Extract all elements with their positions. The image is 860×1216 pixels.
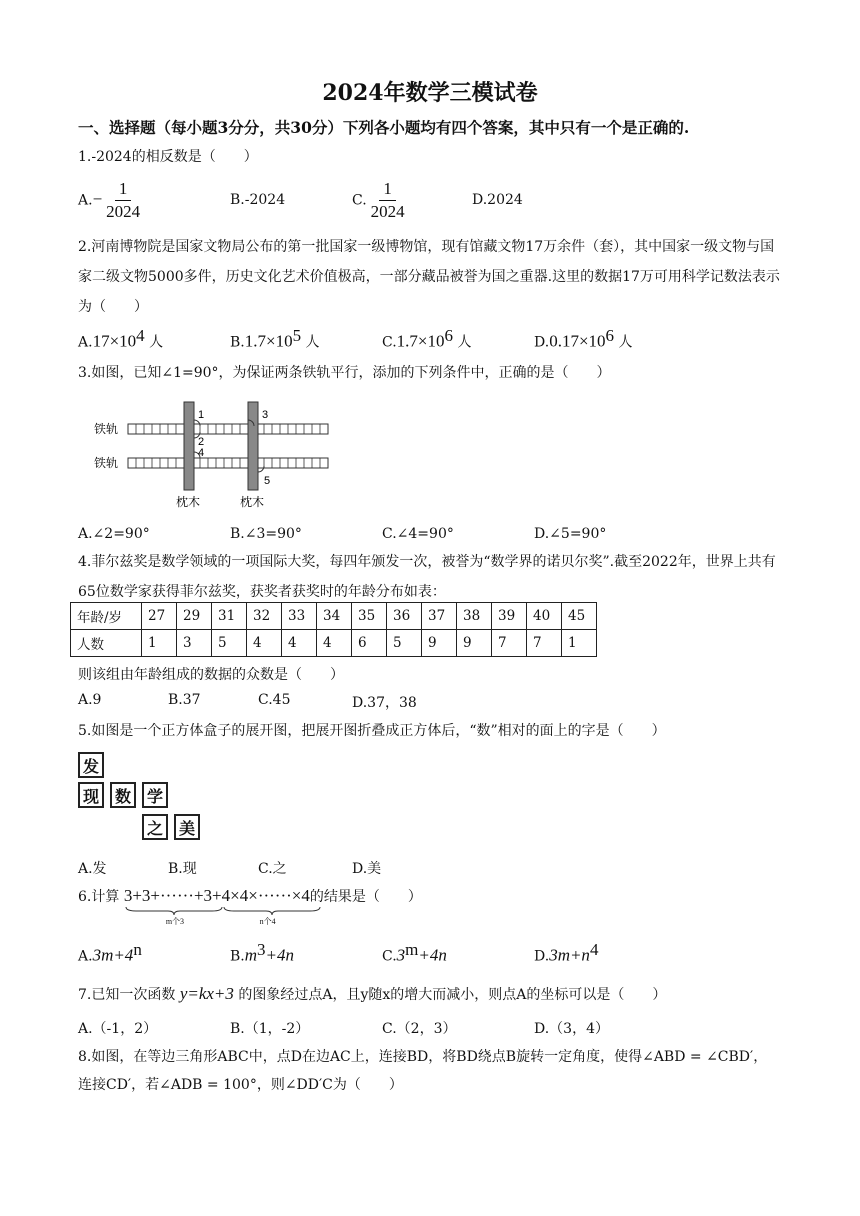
exponent: 4 — [136, 326, 145, 345]
table-cell-age: 36 — [387, 603, 422, 630]
math-expr: 3m+4 — [92, 945, 134, 965]
fraction — [367, 178, 409, 223]
exponent: m — [405, 940, 419, 959]
math-expr: 17×10 — [92, 331, 137, 351]
stem-prefix: 7.已知一次函数 — [78, 987, 176, 1003]
q1-option-c — [352, 178, 409, 223]
math-expr: +4n — [265, 945, 295, 965]
math-expr: +4n — [418, 945, 447, 965]
math-expr: m — [244, 945, 258, 965]
fraction — [102, 178, 144, 223]
exponent: 4 — [589, 940, 599, 959]
table-header-age: 年龄/岁 — [71, 603, 142, 630]
q7-option-b: B.（1，-2） — [230, 1021, 310, 1037]
q6-option-d — [534, 940, 598, 966]
q7-option-c: C.（2，3） — [382, 1021, 457, 1037]
table-cell-count: 5 — [387, 630, 422, 657]
angle-label-2: 2 — [198, 436, 205, 448]
table-cell-count: 4 — [247, 630, 282, 657]
table-cell-age: 32 — [247, 603, 282, 630]
stem-suffix: 的结果是（ ） — [309, 889, 422, 905]
net-cell-fa: 发 — [78, 752, 104, 778]
q3-option-a: A.∠2=90° — [78, 526, 150, 542]
question-2-stem: 2.河南博物院是国家文物局公布的第一批国家一级博物馆，现有馆藏文物17万余件（套），其中国家一级文物与国家二级文物5000多件，历史文化艺术价值极高，一部分藏品被誉为国之重器.这里的数据17万可用科学记数法表示为（ ） — [78, 239, 780, 315]
exponent: 5 — [292, 326, 302, 345]
age-table — [70, 602, 597, 657]
question-6-stem — [78, 886, 422, 926]
angle-label-5: 5 — [264, 475, 271, 487]
sleeper-label-left: 枕木 — [176, 495, 201, 509]
table-cell-age: 45 — [562, 603, 597, 630]
math-expr: 1.7×10 — [244, 331, 293, 351]
denominator: 2024 — [106, 202, 141, 221]
table-cell-count: 9 — [422, 630, 457, 657]
rail-top — [128, 424, 328, 434]
rail-bottom — [128, 458, 328, 468]
table-cell-count: 4 — [282, 630, 317, 657]
q2-option-d — [534, 326, 632, 352]
table-cell-age: 39 — [492, 603, 527, 630]
option-letter: B. — [230, 334, 245, 351]
table-cell-age: 37 — [422, 603, 457, 630]
math-expr: 3m+n — [549, 945, 590, 965]
q1-option-a — [78, 178, 144, 223]
q4-option-c: C.45 — [258, 692, 291, 708]
q5-option-c: C.之 — [258, 861, 287, 877]
table-cell-age: 31 — [212, 603, 247, 630]
plus-sign: + — [212, 886, 222, 905]
option-letter: D. — [534, 334, 550, 351]
angle-label-1: 1 — [198, 409, 205, 421]
numerator: 1 — [379, 178, 396, 201]
q3-option-c: C.∠4=90° — [382, 526, 454, 542]
table-row-ages — [71, 603, 597, 630]
brace-m — [124, 906, 224, 916]
q6-option-a — [78, 940, 142, 966]
q6-option-b — [230, 940, 294, 966]
function-expr: y=kx+3 — [179, 984, 234, 1003]
minus-sign: − — [92, 189, 103, 209]
table-header-count: 人数 — [71, 630, 142, 657]
sum-expression — [123, 886, 213, 926]
table-cell-age: 35 — [352, 603, 387, 630]
denominator: 2024 — [370, 202, 405, 221]
q4-option-d: D.37，38 — [352, 695, 417, 711]
option-letter: B. — [230, 948, 245, 965]
question-7-stem — [78, 984, 666, 1004]
table-cell-count: 5 — [212, 630, 247, 657]
unit: 人 — [618, 334, 633, 351]
net-cell-xian: 现 — [78, 782, 104, 808]
q3-option-b: B.∠3=90° — [230, 526, 302, 542]
angle-5-arc — [258, 466, 264, 472]
sleeper-label-right: 枕木 — [240, 495, 265, 509]
table-cell-age: 40 — [527, 603, 562, 630]
question-5-stem: 5.如图是一个正方体盒子的展开图，把展开图折叠成正方体后，“数”相对的面上的字是（ ） — [78, 723, 666, 739]
math-expr: 3 — [396, 945, 406, 965]
table-cell-count: 3 — [177, 630, 212, 657]
brace-n — [222, 906, 322, 916]
q5-option-b: B.现 — [168, 861, 197, 877]
option-letter: A. — [78, 334, 93, 351]
sleeper-left — [184, 402, 194, 490]
table-cell-age: 33 — [282, 603, 317, 630]
sleeper-right — [248, 402, 258, 490]
option-letter: A. — [78, 192, 93, 209]
section-heading: 一、选择题（每小题3分分，共30分）下列各小题均有四个答案，其中只有一个是正确的. — [78, 118, 690, 137]
table-cell-count: 6 — [352, 630, 387, 657]
product-math: 4×4×······×4 — [221, 886, 310, 905]
q6-option-c — [382, 940, 447, 966]
angle-label-4: 4 — [198, 447, 205, 459]
sum-math: 3+3+······+3 — [123, 886, 213, 905]
unit: 人 — [457, 334, 472, 351]
product-expression — [221, 886, 310, 926]
brace-label-n: n个4 — [259, 917, 276, 926]
q5-option-d: D.美 — [352, 861, 382, 877]
page-title: 2024年数学三模试卷 — [322, 80, 538, 106]
math-expr: 0.17×10 — [549, 331, 606, 351]
q1-option-b: B.-2024 — [230, 192, 286, 208]
table-cell-count: 7 — [492, 630, 527, 657]
q4-option-a: A.9 — [78, 692, 102, 708]
rail-label-bottom: 铁轨 — [94, 456, 119, 470]
question-4-stem: 4.菲尔兹奖是数学领域的一项国际大奖，每四年颁发一次，被誉为“数学界的诺贝尔奖”.截至2022年，世界上共有65位数学家获得菲尔兹奖，获奖者获奖时的年龄分布如表： — [78, 554, 776, 600]
q4-followup: 则该组由年龄组成的数据的众数是（ ） — [78, 667, 344, 683]
exponent: 6 — [605, 326, 615, 345]
q5-option-a: A.发 — [78, 861, 107, 877]
table-cell-age: 27 — [142, 603, 177, 630]
math-expr: 1.7×10 — [396, 331, 445, 351]
exponent: 3 — [257, 940, 266, 959]
q3-option-d: D.∠5=90° — [534, 526, 607, 542]
option-letter: A. — [78, 948, 93, 965]
stem-prefix: 6.计算 — [78, 889, 120, 905]
table-cell-age: 34 — [317, 603, 352, 630]
unit: 人 — [305, 334, 320, 351]
unit: 人 — [149, 334, 164, 351]
angle-label-3: 3 — [262, 409, 269, 421]
q2-option-a — [78, 326, 163, 352]
net-cell-shu: 数 — [110, 782, 136, 808]
question-3-stem: 3.如图，已知∠1=90°，为保证两条铁轨平行，添加的下列条件中，正确的是（ ） — [78, 365, 611, 381]
question-1-stem: 1.-2024的相反数是（ ） — [78, 149, 258, 165]
net-cell-zhi: 之 — [142, 814, 168, 840]
q4-option-b: B.37 — [168, 692, 201, 708]
option-letter: C. — [382, 948, 397, 965]
q7-option-a: A.（-1，2） — [78, 1021, 158, 1037]
table-cell-count: 7 — [527, 630, 562, 657]
net-cell-xue: 学 — [142, 782, 168, 808]
net-cell-mei: 美 — [174, 814, 200, 840]
option-letter: D. — [534, 948, 550, 965]
question-8-line2: 连接CD′，若∠ADB = 100°，则∠DD′C为（ ） — [78, 1077, 403, 1093]
table-cell-age: 38 — [457, 603, 492, 630]
table-cell-age: 29 — [177, 603, 212, 630]
option-letter: C. — [382, 334, 397, 351]
exponent: 6 — [444, 326, 454, 345]
stem-suffix: 的图象经过点A，且y随x的增大而减小，则点A的坐标可以是（ ） — [238, 987, 667, 1003]
option-letter: C. — [352, 192, 367, 209]
q1-option-d: D.2024 — [472, 192, 523, 208]
table-cell-count: 9 — [457, 630, 492, 657]
q2-option-b — [230, 326, 320, 352]
cube-net — [78, 752, 208, 844]
table-cell-count: 1 — [142, 630, 177, 657]
rail-label-top: 铁轨 — [94, 422, 119, 436]
railway-figure — [94, 400, 334, 512]
table-cell-count: 4 — [317, 630, 352, 657]
q2-option-c — [382, 326, 471, 352]
exponent: n — [133, 940, 142, 959]
question-8-line1: 8.如图，在等边三角形ABC中，点D在边AC上，连接BD，将BD绕点B旋转一定角度，使得∠ABD = ∠CBD′， — [78, 1049, 768, 1065]
brace-label-m: m个3 — [165, 917, 185, 926]
table-cell-count: 1 — [562, 630, 597, 657]
numerator: 1 — [115, 178, 132, 201]
table-row-counts — [71, 630, 597, 657]
q7-option-d: D.（3，4） — [534, 1021, 609, 1037]
